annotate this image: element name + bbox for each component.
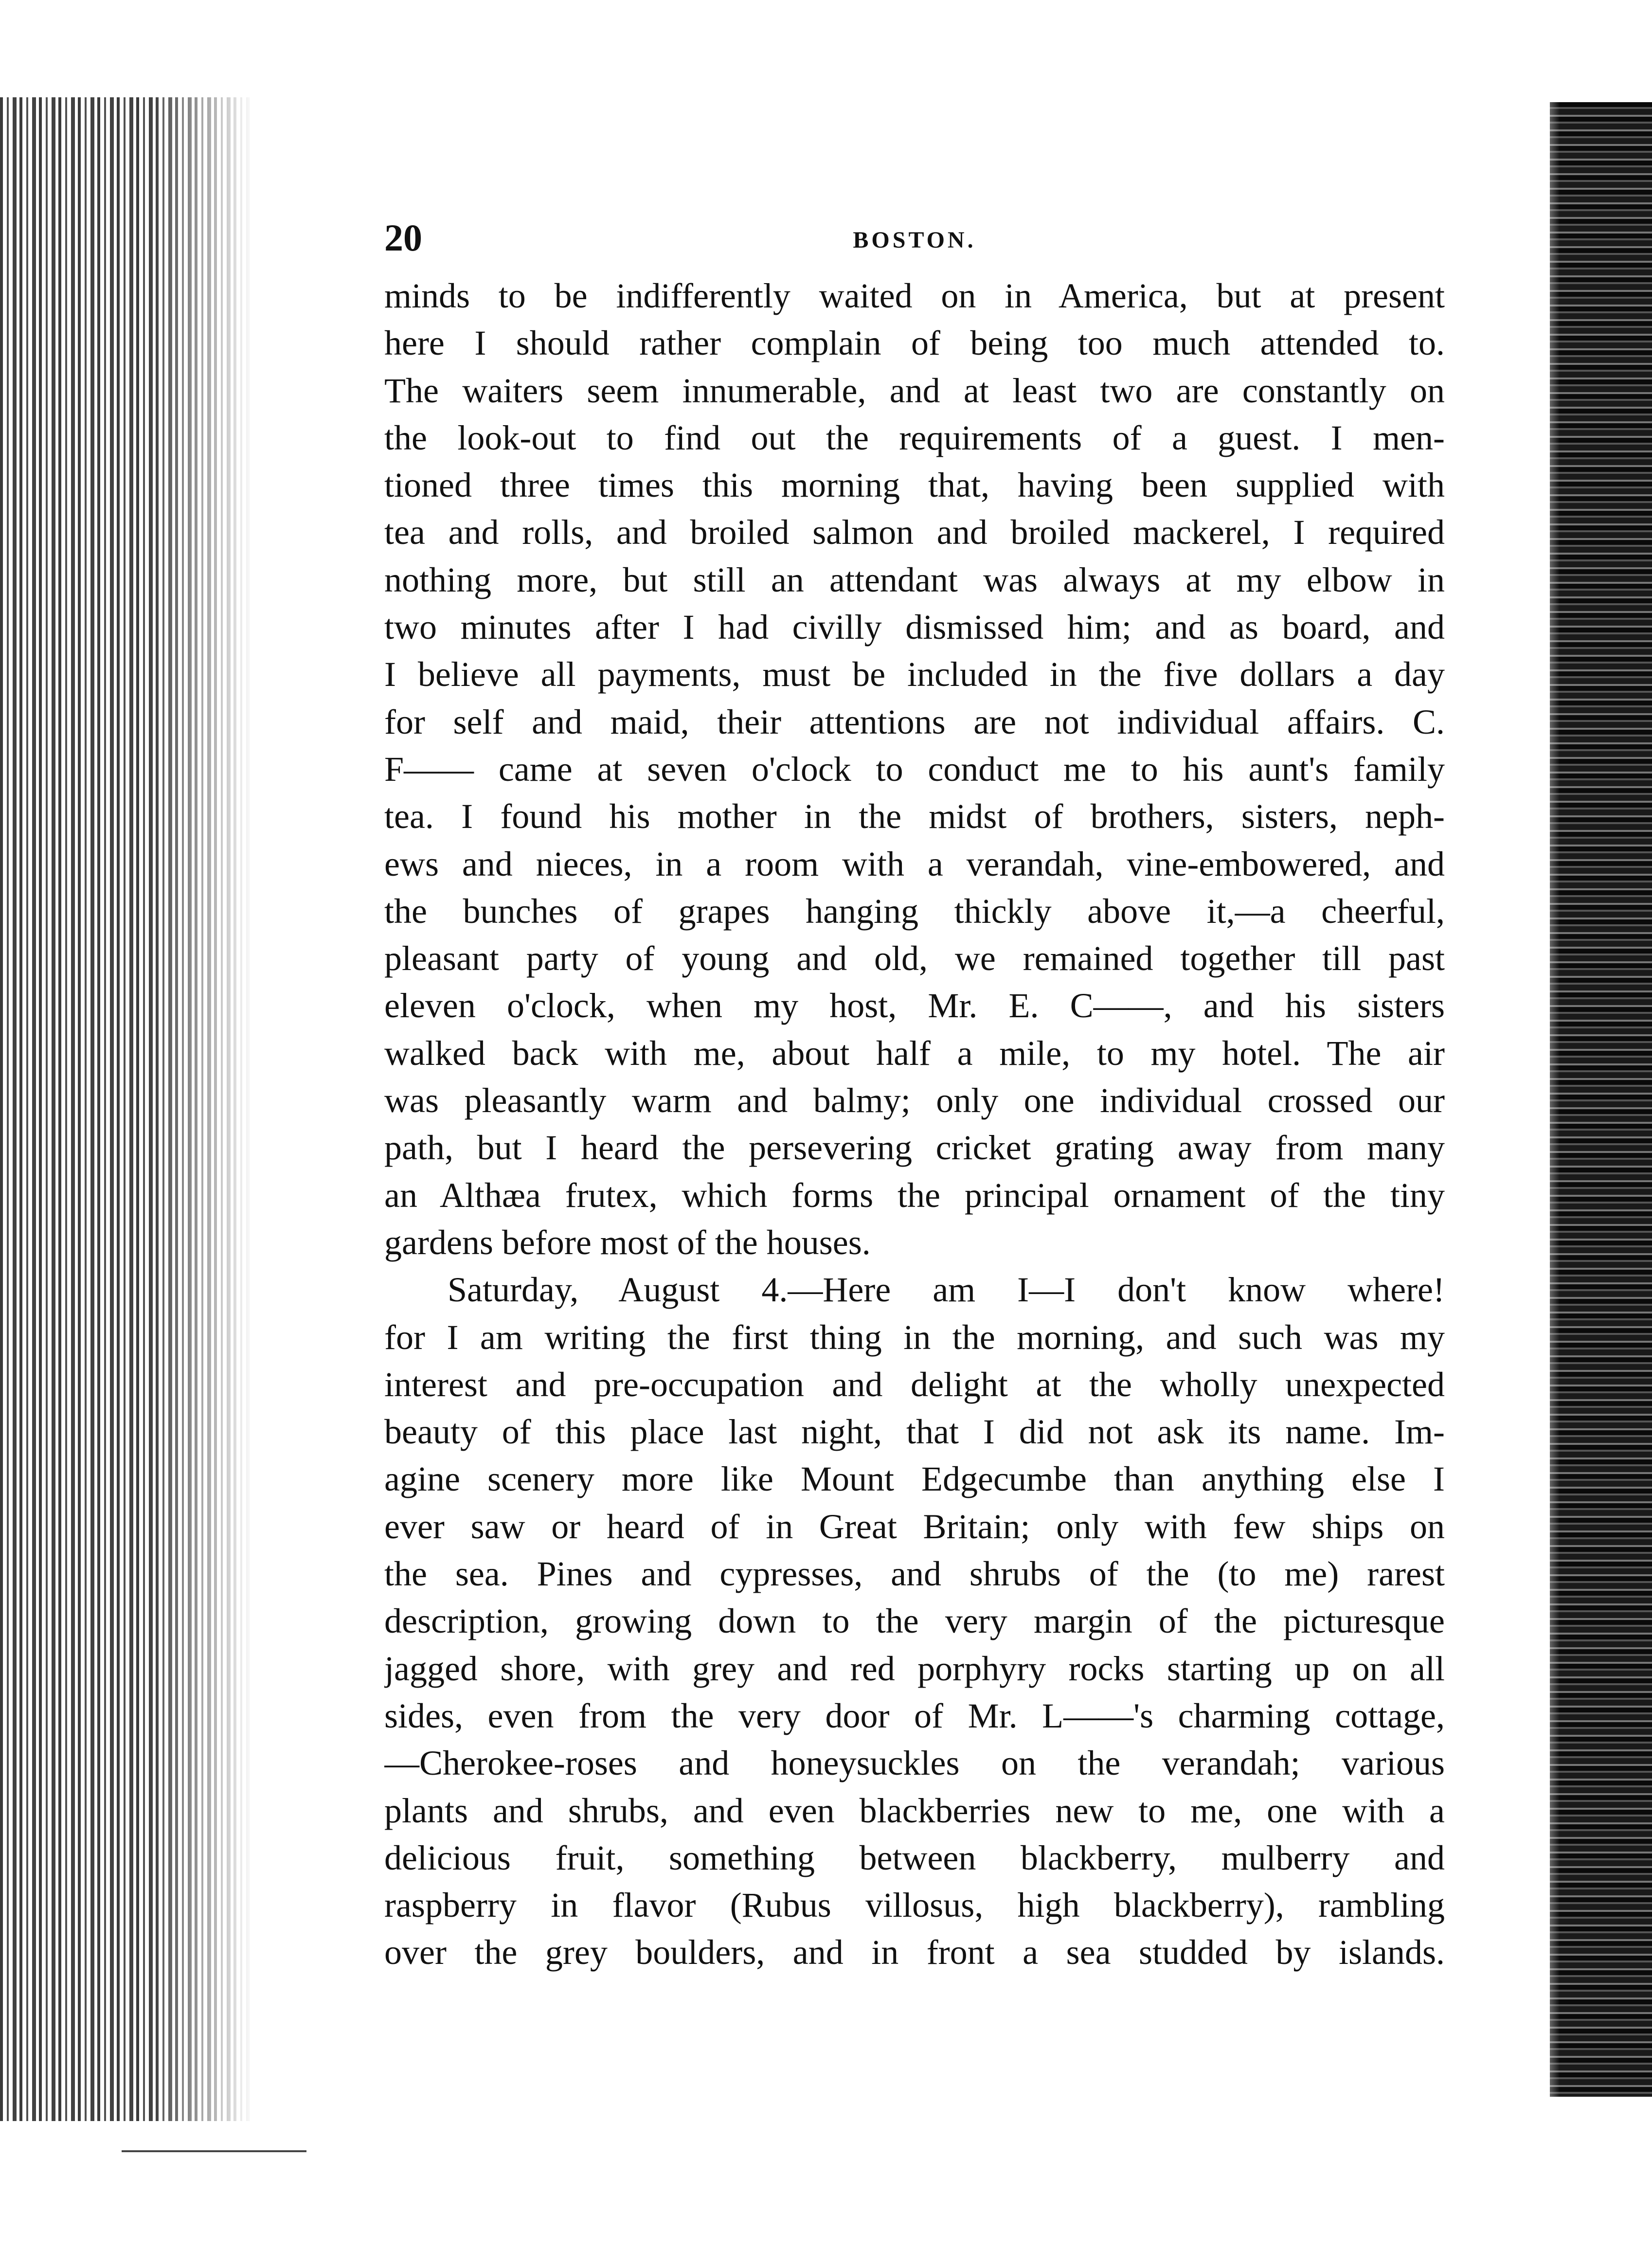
running-head (384, 209, 1445, 272)
text-line: was pleasantly warm and balmy; only one individual crossed our (384, 1081, 1445, 1120)
text-line: sides, even from the very door of Mr. L——'s charming cottage, (384, 1696, 1445, 1735)
text-line: over the grey boulders, and in front a sea studded by islands. (384, 1933, 1445, 1972)
paragraph-end-line: gardens before most of the houses. (384, 1223, 871, 1262)
text-line: raspberry in flavor (Rubus villosus, high blackberry), rambling (384, 1886, 1445, 1925)
text-line: pleasant party of young and old, we remained together till past (384, 939, 1445, 978)
text-line: for self and maid, their attentions are not individual affairs. C. (384, 702, 1445, 741)
text-line: eleven o'clock, when my host, Mr. E. C——, and his sisters (384, 986, 1445, 1026)
text-line: beauty of this place last night, that I did not ask its name. Im- (384, 1412, 1445, 1452)
text-line: the bunches of grapes hanging thickly above it,—a cheerful, (384, 891, 1445, 931)
scan-binding-edge-left (0, 97, 253, 2121)
text-line: The waiters seem innumerable, and at least two are constantly on (384, 371, 1445, 410)
text-line: jagged shore, with grey and red porphyry rocks starting up on all (384, 1649, 1445, 1688)
text-line: tea and rolls, and broiled salmon and broiled mackerel, I required (384, 513, 1445, 552)
text-line: the sea. Pines and cypresses, and shrubs of the (to me) rarest (384, 1554, 1445, 1594)
book-page (384, 209, 1445, 1977)
text-line: nothing more, but still an attendant was always at my elbow in (384, 560, 1445, 599)
text-line: I believe all payments, must be included in the five dollars a day (384, 655, 1445, 694)
text-line: plants and shrubs, and even blackberries new to me, one with a (384, 1791, 1445, 1830)
text-line: an Althæa frutex, which forms the principal ornament of the tiny (384, 1175, 1445, 1215)
text-line: the look-out to find out the requirements of a guest. I men- (384, 418, 1445, 457)
text-line: tioned three times this morning that, having been supplied with (384, 466, 1445, 505)
scan-page-edge-right (1550, 102, 1652, 2097)
text-line: agine scenery more like Mount Edgecumbe than anything else I (384, 1459, 1445, 1499)
text-line: tea. I found his mother in the midst of brothers, sisters, neph- (384, 797, 1445, 836)
body-text (384, 272, 1445, 1977)
text-line: delicious fruit, something between blackberry, mulberry and (384, 1838, 1445, 1877)
text-line: two minutes after I had civilly dismissed him; and as board, and (384, 608, 1445, 647)
text-line: here I should rather complain of being too much attended to. (384, 324, 1445, 363)
text-line: F—— came at seven o'clock to conduct me to his aunt's family (384, 749, 1445, 789)
text-line: —Cherokee-roses and honeysuckles on the verandah; various (384, 1744, 1445, 1783)
text-line: minds to be indifferently waited on in America, but at present (384, 276, 1445, 315)
text-line: walked back with me, about half a mile, to my hotel. The air (384, 1033, 1445, 1073)
dated-entry-line: Saturday, August 4.—Here am I—I don't know where! (448, 1270, 1445, 1310)
text-line: ever saw or heard of in Great Britain; only with few ships on (384, 1507, 1445, 1546)
text-line: interest and pre-occupation and delight at the wholly unexpected (384, 1365, 1445, 1404)
text-line: path, but I heard the persevering cricket grating away from many (384, 1128, 1445, 1168)
running-title: BOSTON. (853, 227, 976, 253)
scan-bottom-mark (122, 2150, 306, 2152)
page-number: 20 (384, 216, 422, 259)
text-line: for I am writing the first thing in the morning, and such was my (384, 1317, 1445, 1357)
text-line: ews and nieces, in a room with a verandah, vine-embowered, and (384, 844, 1445, 883)
text-line: description, growing down to the very margin of the picturesque (384, 1601, 1445, 1641)
